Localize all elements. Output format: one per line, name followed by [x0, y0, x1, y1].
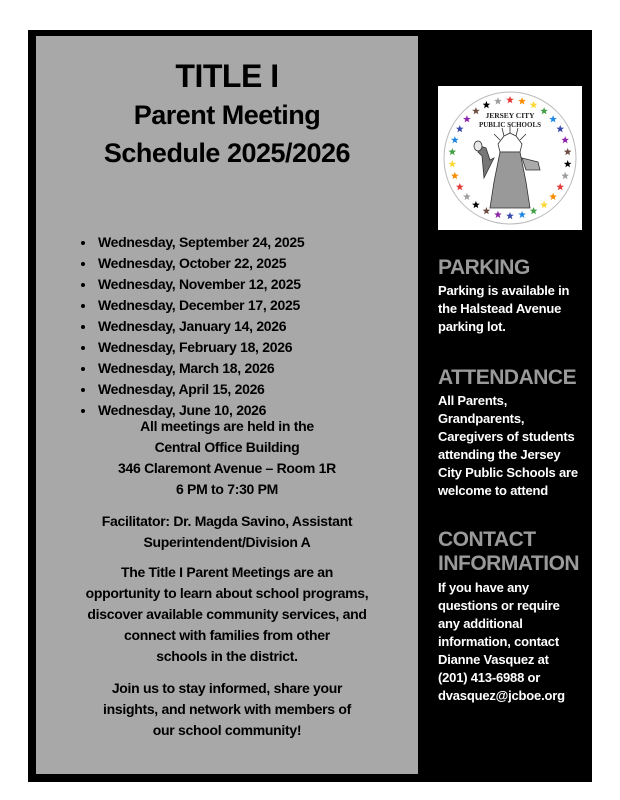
description-line: discover available community services, and [87, 606, 367, 622]
meeting-date-item: • Wednesday, September 24, 2025 [96, 232, 304, 253]
title-line-2: Parent Meeting [133, 100, 321, 130]
meeting-date-item: • Wednesday, March 18, 2026 [96, 358, 304, 379]
attendance-line: Caregivers of students [438, 429, 575, 444]
parking-text [438, 282, 582, 336]
attendance-line: All Parents, [438, 393, 508, 408]
statue-of-liberty-seal-icon [438, 86, 582, 230]
contact-email[interactable]: dvasquez@jcboe.org [438, 688, 565, 703]
attendance-line: attending the Jersey [438, 447, 561, 462]
attendance-line: welcome to attend [438, 483, 549, 498]
attendance-line: City Public Schools are [438, 465, 578, 480]
attendance-text [438, 392, 582, 500]
district-logo [438, 86, 582, 230]
meeting-date-item: • Wednesday, April 15, 2026 [96, 379, 304, 400]
location-line: 6 PM to 7:30 PM [175, 481, 279, 497]
contact-line: any additional [438, 616, 523, 631]
join-line: insights, and network with members of [103, 701, 351, 717]
contact-heading-line-2: INFORMATION [438, 552, 580, 575]
location-line: 346 Claremont Avenue – Room 1R [118, 460, 336, 476]
description-line: opportunity to learn about school programs, [85, 585, 369, 601]
logo-text-line-2: PUBLIC SCHOOLS [478, 121, 542, 129]
location-line: All meetings are held in the [140, 418, 314, 434]
facilitator-line: Superintendent/Division A [143, 534, 311, 550]
description-text [36, 562, 418, 667]
parking-line: the Halstead Avenue [438, 301, 562, 316]
description-line: schools in the district. [156, 648, 298, 664]
contact-line: Dianne Vasquez at [438, 652, 549, 667]
meeting-date-item: • Wednesday, June 10, 2026 [96, 400, 304, 421]
description-line: The Title I Parent Meetings are an [120, 564, 334, 580]
contact-line: (201) 413-6988 or [438, 670, 541, 685]
schedule-panel [36, 36, 418, 774]
attendance-line: Grandparents, [438, 411, 525, 426]
description-line: connect with families from other [124, 627, 330, 643]
location-info [36, 416, 418, 500]
title-line-1: TITLE I [175, 58, 279, 94]
parking-heading: PARKING [438, 256, 530, 279]
meeting-dates-list [80, 232, 304, 421]
attendance-heading: ATTENDANCE [438, 366, 577, 389]
meeting-date-item: • Wednesday, January 14, 2026 [96, 316, 304, 337]
title-line-3: Schedule 2025/2026 [103, 138, 351, 168]
parking-line: parking lot. [438, 319, 506, 334]
join-text [36, 678, 418, 741]
meeting-date-item: • Wednesday, October 22, 2025 [96, 253, 304, 274]
meeting-date-item: • Wednesday, February 18, 2026 [96, 337, 304, 358]
contact-line: If you have any [438, 580, 529, 595]
info-sidebar [436, 36, 584, 774]
contact-heading-line-1: CONTACT [438, 528, 536, 551]
join-line: our school community! [152, 722, 302, 738]
meeting-date-item: • Wednesday, December 17, 2025 [96, 295, 304, 316]
contact-line: questions or require [438, 598, 560, 613]
join-line: Join us to stay informed, share your [111, 680, 343, 696]
contact-text [438, 579, 582, 705]
parking-line: Parking is available in [438, 283, 570, 298]
contact-line: information, contact [438, 634, 559, 649]
logo-text-line-1: JERSEY CITY [485, 111, 535, 120]
facilitator-info [36, 511, 418, 553]
location-line: Central Office Building [154, 439, 300, 455]
meeting-date-item: • Wednesday, November 12, 2025 [96, 274, 304, 295]
facilitator-line: Facilitator: Dr. Magda Savino, Assistant [101, 513, 353, 529]
